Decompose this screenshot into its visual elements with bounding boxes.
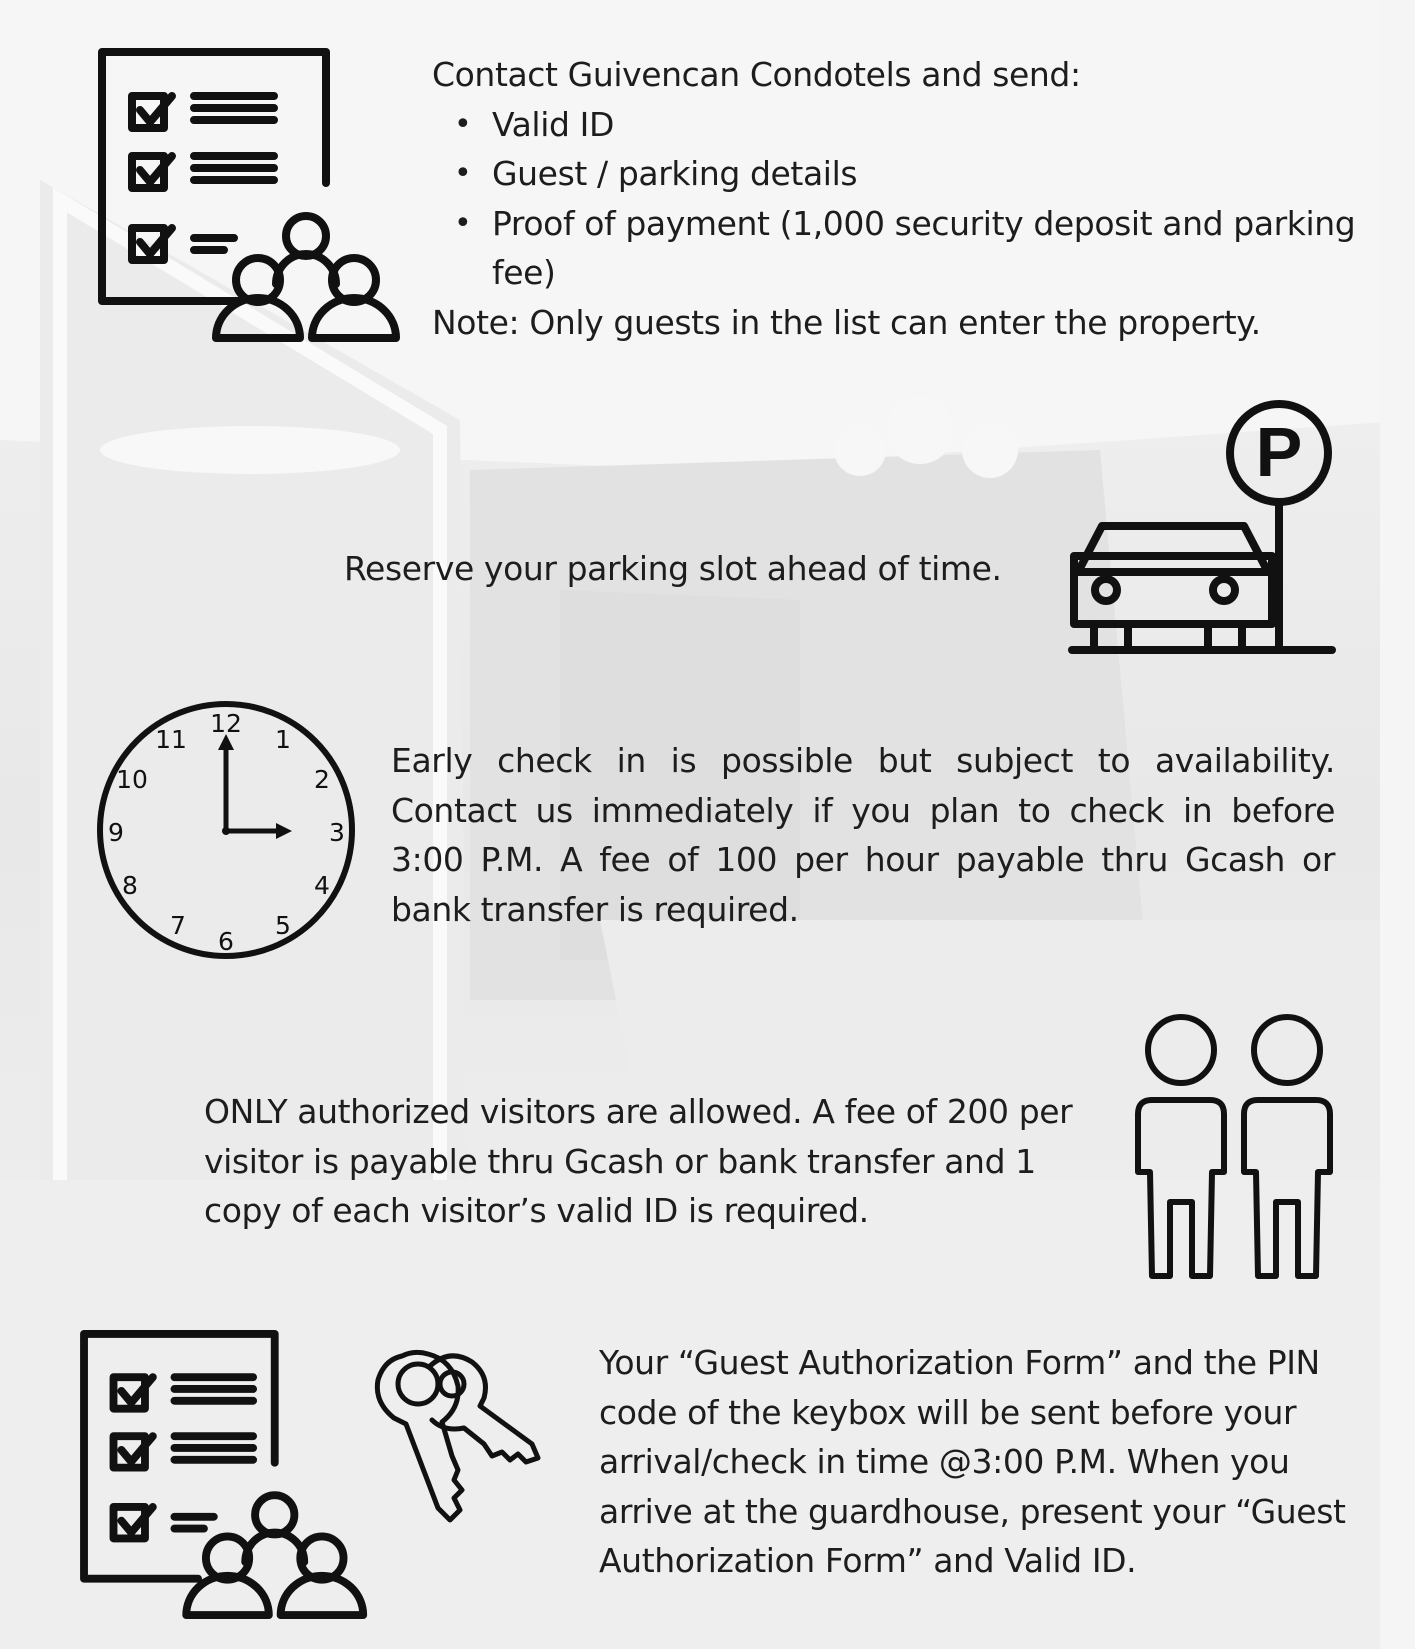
section-checkin bbox=[391, 736, 1335, 934]
section-parking bbox=[344, 544, 1064, 594]
clock-icon bbox=[94, 698, 358, 962]
parking-sign-letter: P bbox=[1255, 413, 1303, 491]
visitors-text: ONLY authorized visitors are allowed. A fee of 200 per visitor is payable thru Gcash or bank transfer and 1 copy of each visitor’s valid ID is required. bbox=[204, 1092, 1073, 1230]
authorization-text: Your “Guest Authorization Form” and the PIN code of the keybox will be sent before your arrival/check in time @3:00 P.M. When you arrive at the guardhouse, present your “Guest Authorization Form” and Valid ID. bbox=[599, 1343, 1346, 1580]
clock-number: 1 bbox=[275, 725, 291, 754]
list-item: • Guest / parking details bbox=[492, 149, 1392, 199]
clock-number: 10 bbox=[116, 765, 148, 794]
parking-text: Reserve your parking slot ahead of time. bbox=[344, 549, 1002, 588]
keys-icon bbox=[368, 1340, 544, 1525]
checklist-note: Note: Only guests in the list can enter the property. bbox=[432, 302, 1261, 342]
clock-number: 7 bbox=[170, 911, 186, 940]
clock-number: 4 bbox=[314, 871, 330, 900]
clock-number: 3 bbox=[329, 818, 345, 847]
section-authorization bbox=[599, 1338, 1359, 1586]
checkin-text: Early check in is possible but subject to availability. Contact us immediately if you plan to check in before 3:00 P.M. A fee of 100 per hour payable thru Gcash or bank transfer is required. bbox=[391, 741, 1335, 929]
clock-number: 8 bbox=[122, 871, 138, 900]
checklist-people-icon bbox=[98, 48, 403, 343]
section-checklist bbox=[432, 50, 1392, 347]
clock-number: 6 bbox=[218, 927, 234, 956]
clock-number: 5 bbox=[275, 911, 291, 940]
clock-number: 2 bbox=[314, 765, 330, 794]
checklist-intro: Contact Guivencan Condotels and send: bbox=[432, 55, 1081, 94]
list-item: • Valid ID bbox=[492, 100, 1392, 150]
clock-number: 9 bbox=[108, 818, 124, 847]
clock-number: 12 bbox=[210, 709, 242, 738]
two-people-icon bbox=[1132, 1012, 1342, 1282]
checklist-people-icon bbox=[80, 1330, 380, 1620]
car-parking-icon bbox=[1068, 398, 1348, 658]
section-visitors bbox=[204, 1087, 1084, 1236]
list-item: • Proof of payment (1,000 security deposit and parking fee) bbox=[492, 199, 1392, 298]
checklist-items bbox=[432, 100, 1392, 298]
clock-number: 11 bbox=[155, 725, 187, 754]
